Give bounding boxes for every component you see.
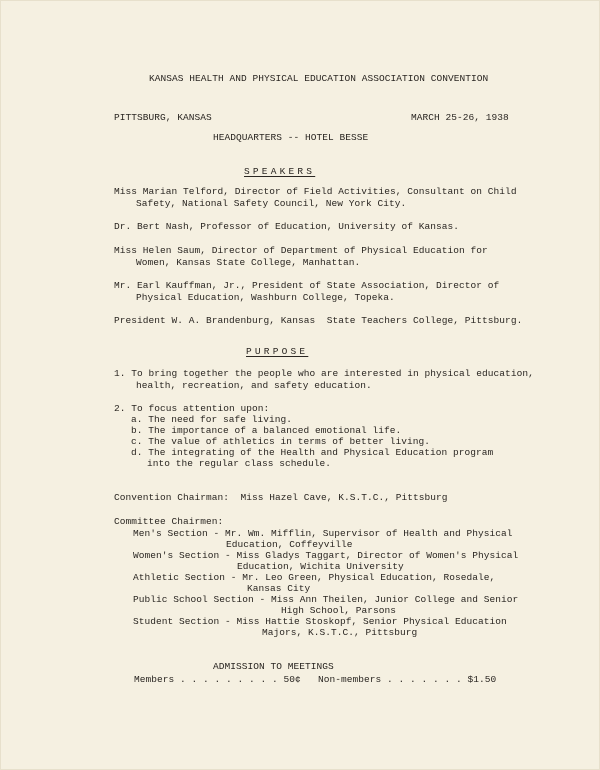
speaker-line: Women, Kansas State College, Manhattan. [136, 257, 361, 268]
document-title: KANSAS HEALTH AND PHYSICAL EDUCATION ASSOCIATION CONVENTION [149, 73, 489, 84]
purpose-line: 1. To bring together the people who are interested in physical education, [114, 368, 534, 379]
committee-line: Student Section - Miss Hattie Stoskopf, Senior Physical Education [133, 616, 507, 627]
speaker-line: President W. A. Brandenburg, Kansas State Teachers College, Pittsburg. [114, 315, 523, 326]
headquarters: HEADQUARTERS -- HOTEL BESSE [213, 132, 369, 143]
purpose-line: into the regular class schedule. [147, 458, 332, 469]
speaker-line: Physical Education, Washburn College, Topeka. [136, 292, 395, 303]
speaker-line: Mr. Earl Kauffman, Jr., President of State Association, Director of [114, 280, 500, 291]
committee-line: High School, Parsons [281, 605, 397, 616]
admission-prices: Members . . . . . . . . . 50¢ Non-members . . . . . . . $1.50 [134, 674, 497, 685]
committee-line: Women's Section - Miss Gladys Taggart, Director of Women's Physical [133, 550, 519, 561]
speaker-line: Dr. Bert Nash, Professor of Education, University of Kansas. [114, 221, 460, 232]
committee-line: Majors, K.S.T.C., Pittsburg [262, 627, 418, 638]
purpose-heading: PURPOSE [246, 346, 309, 357]
committee-line: Education, Coffeyville [226, 539, 353, 550]
committee-line: Public School Section - Miss Ann Theilen, Junior College and Senior [133, 594, 519, 605]
speaker-line: Miss Helen Saum, Director of Department of Physical Education for [114, 245, 488, 256]
committee-line: Athletic Section - Mr. Leo Green, Physical Education, Rosedale, [133, 572, 496, 583]
date: MARCH 25-26, 1938 [411, 112, 509, 123]
speaker-line: Safety, National Safety Council, New York City. [136, 198, 407, 209]
committee-line: Kansas City [247, 583, 311, 594]
speaker-line: Miss Marian Telford, Director of Field Activities, Consultant on Child [114, 186, 517, 197]
location: PITTSBURG, KANSAS [114, 112, 212, 123]
convention-chairman: Convention Chairman: Miss Hazel Cave, K.S.T.C., Pittsburg [114, 492, 448, 503]
purpose-line: d. The integrating of the Health and Physical Education program [131, 447, 494, 458]
speakers-heading: SPEAKERS [244, 166, 316, 177]
admission-heading: ADMISSION TO MEETINGS [213, 661, 334, 672]
committee-line: Men's Section - Mr. Wm. Mifflin, Supervisor of Health and Physical [133, 528, 513, 539]
purpose-line: c. The value of athletics in terms of better living. [131, 436, 431, 447]
purpose-line: a. The need for safe living. [131, 414, 293, 425]
purpose-line: health, recreation, and safety education. [136, 380, 372, 391]
purpose-line: b. The importance of a balanced emotional life. [131, 425, 402, 436]
committee-line: Education, Wichita University [237, 561, 404, 572]
committee-label: Committee Chairmen: [114, 516, 224, 527]
purpose-line: 2. To focus attention upon: [114, 403, 270, 414]
